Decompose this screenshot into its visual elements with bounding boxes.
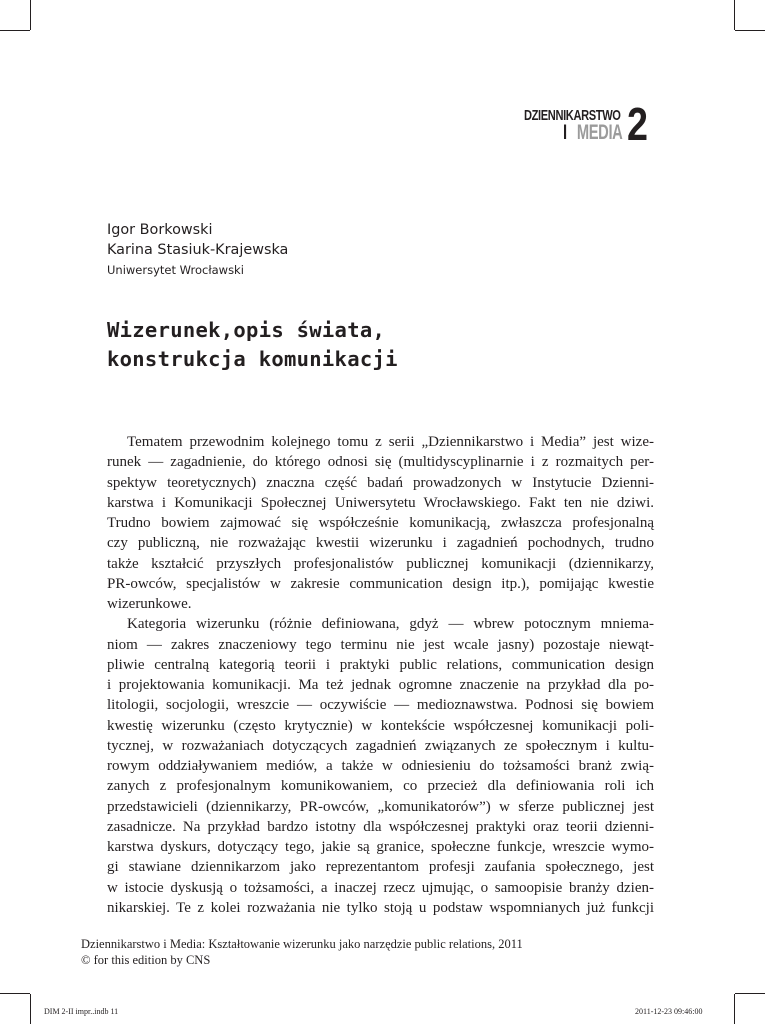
footer-line: © for this edition by CNS [81,953,211,967]
body-line: pliwie centralną kategorią teorii i praktyki public relations, communication design [107,656,654,673]
crop-mark [30,994,31,1024]
crop-mark [0,993,30,994]
title-line: Wizerunek,opis świata, [107,318,386,342]
body-line: Kategoria wizerunku (różnie definiowana, gdyż — wbrew potocznym mniema- [127,616,654,633]
print-slug-left: DIM 2-II impr..indb 11 [44,1007,119,1016]
copyright-footer [81,936,523,968]
logo-line-media [563,121,622,145]
article-title [107,316,398,374]
body-line: karstwa i Komunikacji Społecznej Uniwersytetu Wrocławskiego. Fakt ten nie dziwi. [107,494,654,511]
body-line: tycznej, w rozważaniach dotyczących zagadnień związanych ze społecznym i kultu- [107,737,654,754]
crop-mark [0,30,30,31]
title-line: konstrukcja komunikacji [107,347,398,371]
body-line: zasadnicze. Na przykład bardzo istotny dla współczesnej praktyki oraz teorii dzienni- [107,818,654,835]
body-line: rowym oddziaływaniem mediów, a także w odniesieniu do tożsamości branż zwią- [107,758,654,774]
crop-mark [734,994,735,1024]
body-line: przedstawicieli (dziennikarzy, PR-owców, „komunikatorów”) w sferze publicznej jest [107,798,654,815]
body-line: także kształcić przyszłych profesjonalistów publicznej komunikacji (dziennikarzy, [107,555,654,572]
body-line: Trudno bowiem zajmować się współcześnie komunikacją, zwłaszcza profesjonalną [107,515,654,531]
crop-mark [30,0,31,30]
body-line: kwestię wizerunku (często krytycznie) w kontekście współczesnej komunikacji poli- [107,717,654,734]
body-line: nikarskiej. Te z kolei rozważania nie tylko stoją u podstaw wspomnianych już funkcji [107,899,654,916]
logo-issue-number: 2 [627,98,648,150]
body-line: wizerunkowe. [107,596,192,612]
logo-i: I [563,121,567,144]
body-line: czy publiczną, nie rozważając kwestii wizerunku i zagadnień pochodnych, trudno [107,535,654,552]
body-line: zanych z profesjonalnym komunikowaniem, co przecież dla definiowania roli ich [107,778,654,795]
author-name: Igor Borkowski [107,222,213,238]
logo-media: MEDIA [576,121,623,144]
logo-line-dziennikarstwo: DZIENNIKARSTWO [524,107,621,124]
body-line: spektyw teoretycznych) znaczna część badań prowadzonych w Instytucie Dzienni- [107,474,654,491]
crop-mark [735,30,765,31]
body-line: gi stawiane dziennikarzom jako reprezentantom profesji zaufania społecznego, jest [107,859,654,876]
print-slug-right: 2011-12-23 09:46:00 [635,1007,703,1016]
body-line: litologii, socjologii, wreszcie — oczywiście — medioznawstwa. Podnosi się bowiem [107,697,654,714]
authors-block [107,220,288,279]
footer-line: Dziennikarstwo i Media: Kształtowanie wizerunku jako narzędzie public relations, 2011 [81,937,523,951]
crop-mark [734,0,735,30]
body-line: w istocie dyskusją o tożsamości, a inaczej rzecz ujmując, o samoopisie branży dzien- [107,879,654,896]
body-line: i projektowania komunikacji. Ma też jednak ogromne znaczenie na przykład dla po- [107,677,654,693]
author-name: Karina Stasiuk-Krajewska [107,242,289,258]
crop-mark [735,993,765,994]
body-line: Tematem przewodnim kolejnego tomu z serii „Dziennikarstwo i Media” jest wize- [127,434,654,450]
journal-logo [524,98,654,150]
body-line: karstwa dyskurs, dotyczący tego, jakie są granice, społeczne funkcje, wreszcie wymo- [107,839,654,855]
body-line: PR-owców, specjalistów w zakresie communication design itp.), pomijając kwestie [107,575,654,592]
article-body [107,432,654,918]
body-line: runek — zagadnienie, do którego odnosi się (multidyscyplinarnie i z rozmaitych per- [107,454,654,471]
author-affiliation: Uniwersytet Wrocławski [107,263,244,277]
body-line: niom — zakres znaczeniowy tego terminu nie jest wcale jasny) pozostaje niewąt- [107,636,654,653]
